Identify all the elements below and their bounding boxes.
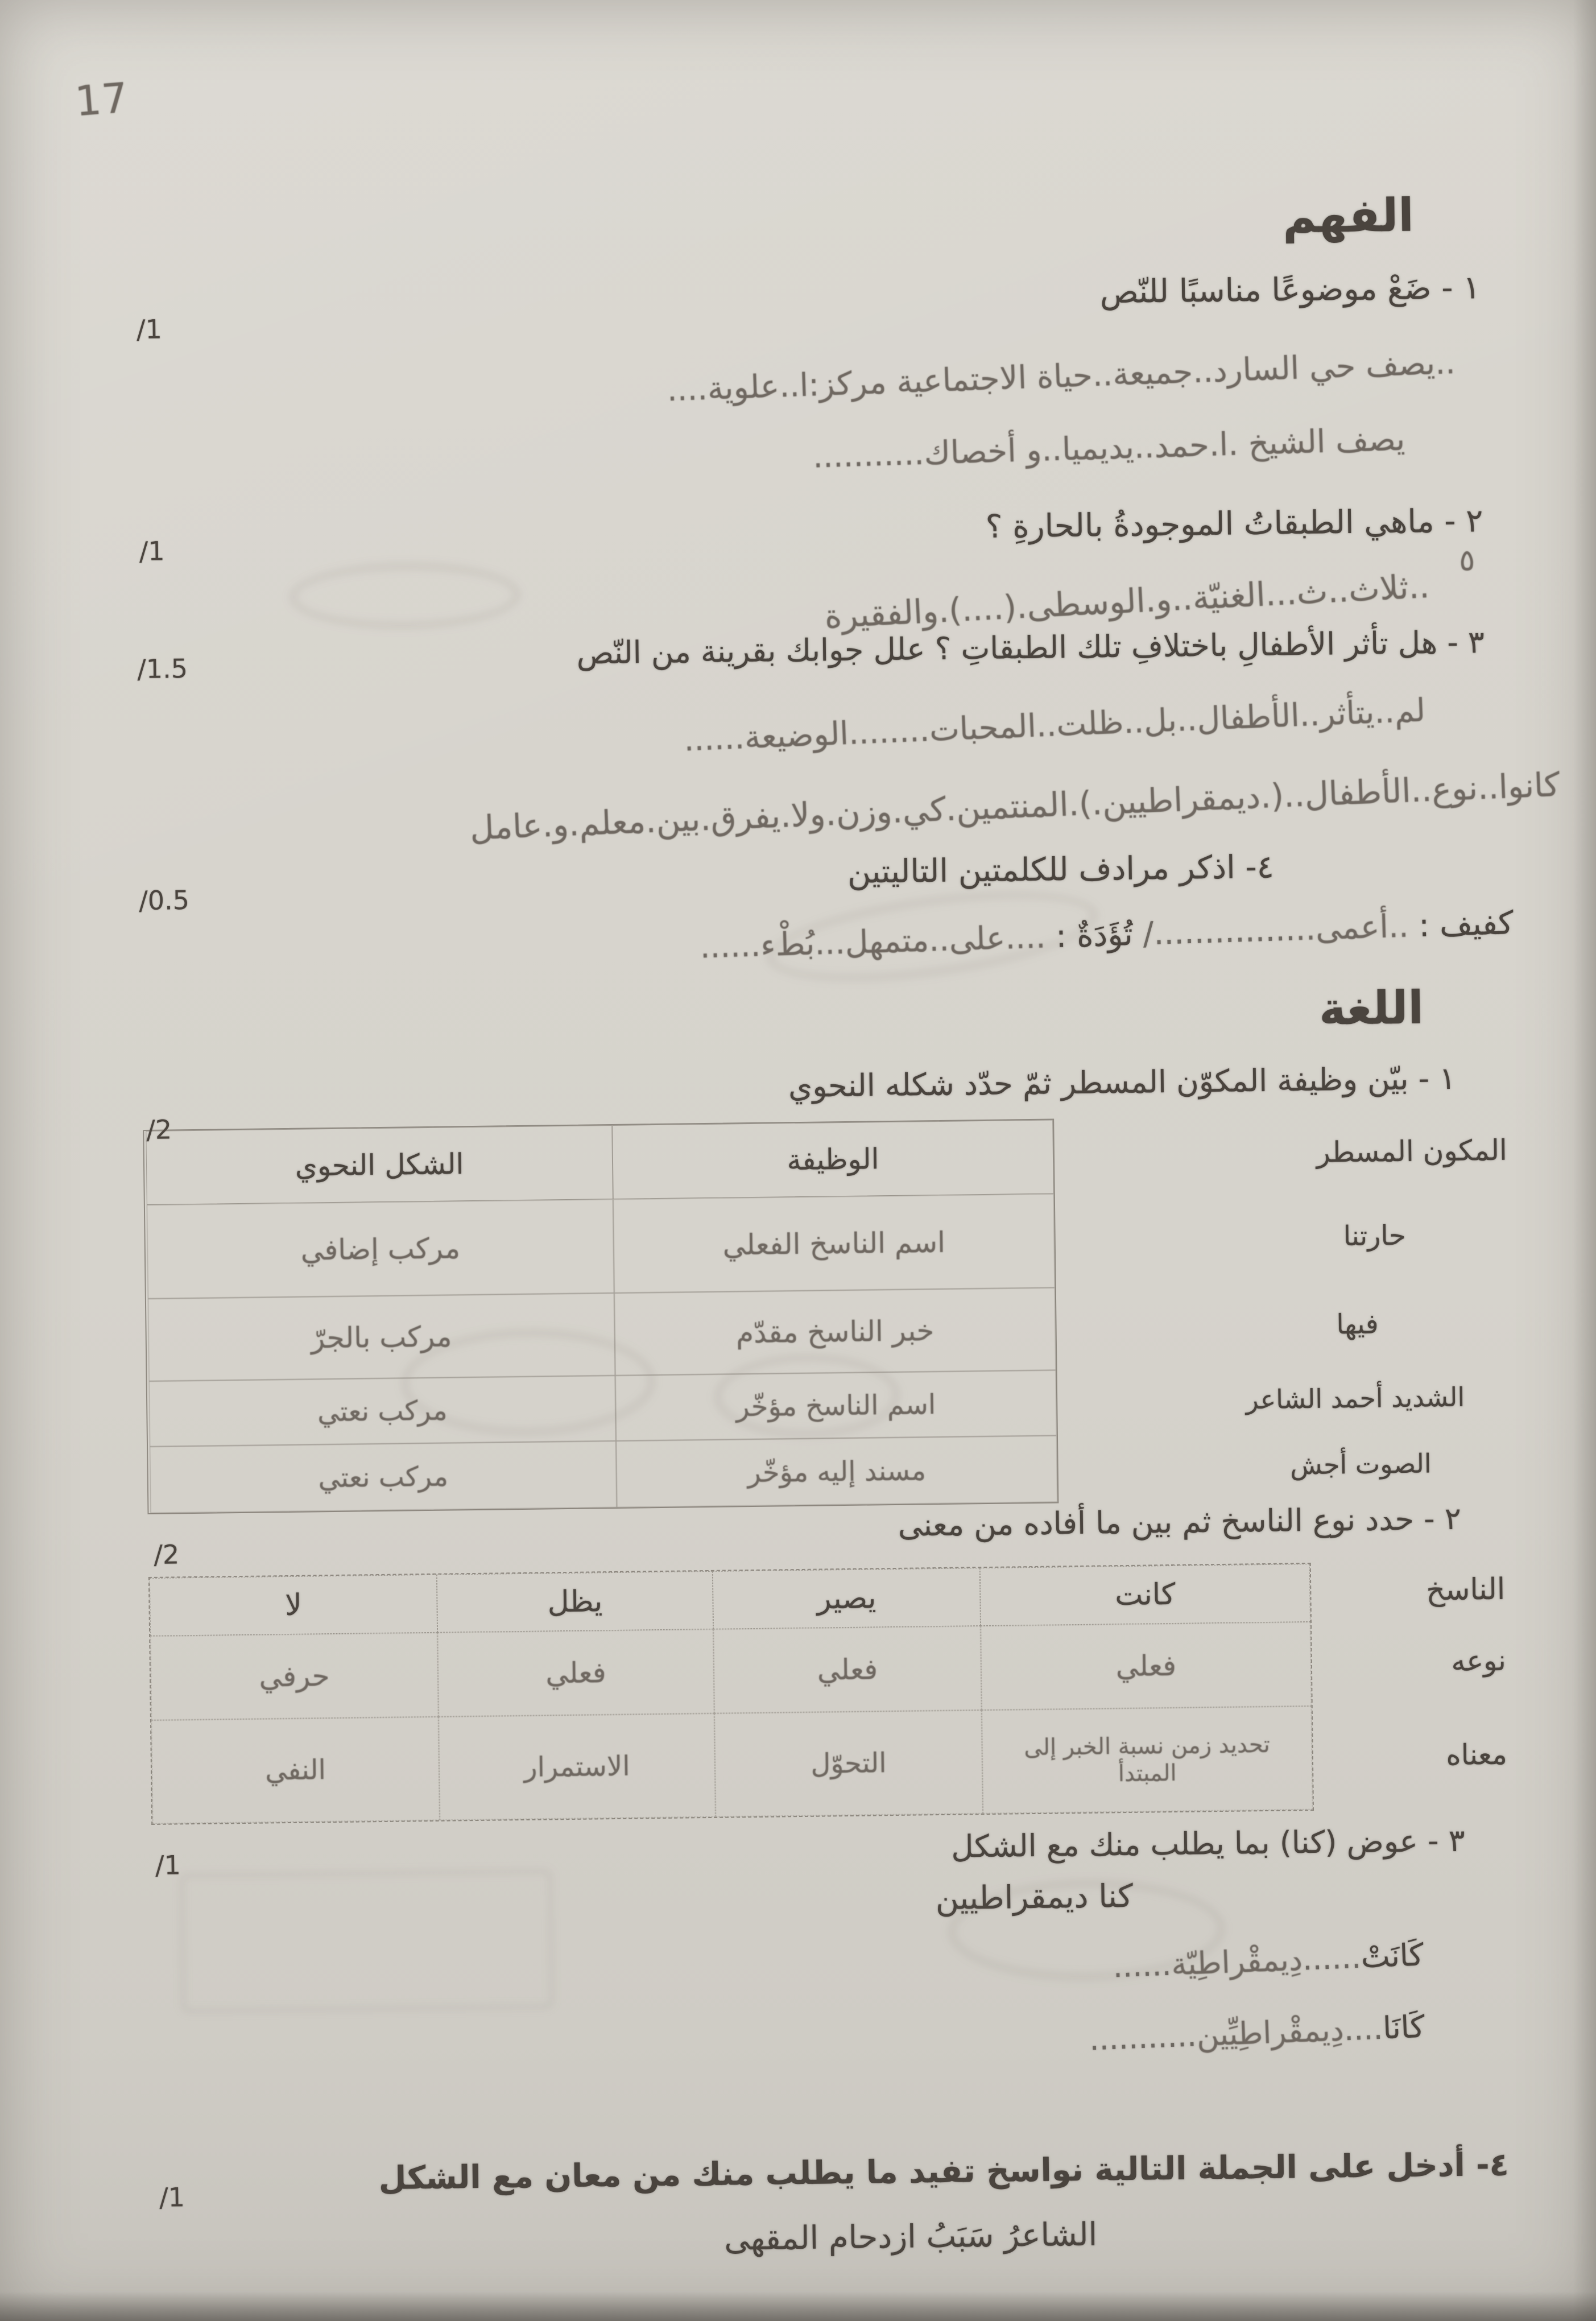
table2-label-column	[1309, 1559, 1596, 1808]
bleed-through-mark	[179, 1869, 554, 2013]
lang-q3-grade: /1	[155, 1849, 181, 1881]
table1-component: الشديد أحمد الشاعر	[1246, 1381, 1465, 1415]
table2-nasikh: يظل	[437, 1571, 713, 1633]
dotted-leader: ......	[1112, 1946, 1172, 1985]
table1-header-function: الوظيفة	[612, 1120, 1054, 1199]
table2-nasikh: يصير	[713, 1568, 981, 1629]
table2-label-nasikh: الناسخ	[1425, 1572, 1506, 1608]
lang-q3-line3-answer: دِيمقْراطِيِّين	[1196, 2012, 1345, 2054]
lang-q4-text: ٤- أدخل على الجملة التالية نواسخ تفيد ما يطلب منك من معان مع الشكل	[378, 2146, 1510, 2198]
comp-q4-grade: /0.5	[139, 885, 190, 916]
comp-q2-grade: /1	[139, 535, 165, 567]
comp-q3-text: ٣ - هل تأثر الأطفالِ باختلافِ تلك الطبقاتِ ؟ علل جوابك بقرينة من النّص	[576, 624, 1485, 671]
dotted-leader: ......	[1301, 1939, 1362, 1977]
table2-nasikh: لا	[150, 1575, 437, 1636]
lang-q3-line2-prefix: كَانَتْ	[1360, 1936, 1425, 1975]
table1-cell-form: مركب نعتي	[149, 1376, 616, 1447]
table2-label-type: نوعه	[1451, 1643, 1507, 1678]
table1-cell-function: مسند إليه مؤخّر	[616, 1435, 1057, 1507]
comp-q4-dotted-leader: ............../	[1142, 911, 1296, 953]
table2-type: فعلي	[981, 1622, 1312, 1710]
lang-q3-line3-prefix: كَانَا	[1382, 2008, 1425, 2046]
table2-meaning: النفي	[151, 1717, 440, 1824]
comp-q4-word2-answer: ....على..متمهل...بُطْء......	[699, 918, 1047, 966]
comp-q1-grade: /1	[136, 313, 163, 345]
lang-q3-line2-answer: دِيمقْراطِيّة	[1171, 1941, 1304, 1983]
table1-cell-form: مركب نعتي	[150, 1441, 617, 1513]
comp-q2-text: ٢ - ماهي الطبقاتُ الموجودةُ بالحارةِ ؟	[985, 502, 1483, 546]
table2-meaning: التحوّل	[714, 1710, 983, 1817]
table1-cell-function: خبر الناسخ مقدّم	[614, 1287, 1056, 1375]
bleed-through-mark	[762, 875, 1103, 998]
table1	[143, 1118, 1059, 1514]
table1-component: الصوت أجش	[1290, 1447, 1432, 1480]
dotted-leader: ...........	[1088, 2017, 1197, 2058]
lang-q4-grade: /1	[159, 2182, 185, 2213]
table1-component-column	[1052, 1112, 1596, 1501]
lang-q3-example-line: كنا ديمقراطيين	[935, 1877, 1134, 1918]
table1-component: فيها	[1336, 1308, 1379, 1340]
table2-type: فعلي	[713, 1626, 982, 1713]
comp-q1-answer-line2: يصف الشيخ .ا.حمد..يديميا..و أخصاك...........	[812, 420, 1406, 476]
table1-cell-form: مركب بالجرّ	[148, 1293, 615, 1381]
comp-q2-answer: ..ثلاث..ث...الغنيّة..و.الوسطى.(....).والفقيرة	[824, 566, 1431, 636]
lang-q1-text: ١ - بيّن وظيفة المكوّن المسطر ثمّ حدّد شكله النحوي	[788, 1060, 1456, 1105]
comp-q1-text: ١ - ضَعْ موضوعًا مناسبًا للنّص	[1099, 269, 1481, 311]
section-title-comprehension: الفهم	[1282, 188, 1415, 243]
comp-q4-word1-answer: ..أعمى..	[1295, 907, 1409, 948]
page-bottom-edge-shadow	[0, 2291, 1596, 2321]
table1-cell-form: مركب إضافي	[147, 1199, 614, 1299]
comp-q3-grade: /1.5	[137, 653, 188, 685]
comp-q3-answer-line1: لم..يتأثر..الأطفال..بل..ظلت..المحبات........الوضيعة......	[683, 692, 1427, 759]
comp-q4-text: ٤- اذكر مرادف للكلمتين التاليتين	[847, 848, 1275, 891]
comp-q1-answer-line1: ..يصف حي السارد..جميعة..حياة الاجتماعية مركز:ا..علوية....	[666, 344, 1456, 409]
comp-q2-teacher-mark: ٥	[1458, 543, 1475, 578]
page-number: 17	[73, 73, 131, 126]
lang-q4-sentence: الشاعرُ سَبَبُ ازدحام المقهى	[723, 2216, 1098, 2258]
page-right-edge-shadow	[1573, 0, 1596, 2321]
lang-q3-text: ٣ - عوض (كنا) بما يطلب منك مع الشكل	[950, 1822, 1466, 1865]
comp-q4-word2-label: تُؤَدَةٌ :	[1045, 915, 1144, 956]
section-title-language: اللغة	[1318, 981, 1424, 1035]
table2	[148, 1563, 1314, 1825]
dotted-leader: ....	[1343, 2010, 1384, 2048]
table1-cell-function: اسم الناسخ مؤخّر	[615, 1370, 1057, 1440]
table1-component: حارتنا	[1343, 1219, 1407, 1252]
lang-q2-grade: /2	[154, 1539, 180, 1570]
comp-q3-answer-line2: كانوا..نوع..الأطفال..(.ديمقراطيين.).المنتمين.كي.وزن.ولا.يفرق.بين.معلم.و.عامل	[469, 765, 1561, 848]
lang-q3-line3	[1089, 2009, 1425, 2058]
table1-cell-function: اسم الناسخ الفعلي	[613, 1194, 1055, 1293]
table2-label-meaning: معناه	[1446, 1737, 1508, 1772]
bleed-through-mark	[288, 561, 521, 631]
table2-type: حرفي	[150, 1633, 439, 1720]
table2-nasikh: كانت	[980, 1564, 1310, 1626]
table1-header-form: الشكل النحوي	[146, 1125, 613, 1205]
table2-meaning: تحديد زمن نسبة الخبر إلى المبتدأ	[982, 1706, 1313, 1814]
table1-header-component: المكون المسطر	[1316, 1133, 1508, 1169]
table2-type: فعلي	[437, 1629, 714, 1717]
lang-q1-grade: /2	[146, 1114, 172, 1145]
comp-q4-word1-label: كفيف :	[1408, 905, 1514, 945]
lang-q2-text: ٢ - حدد نوع الناسخ ثم بين ما أفاده من معنى	[898, 1500, 1462, 1543]
table2-meaning: الاستمرار	[439, 1713, 716, 1820]
